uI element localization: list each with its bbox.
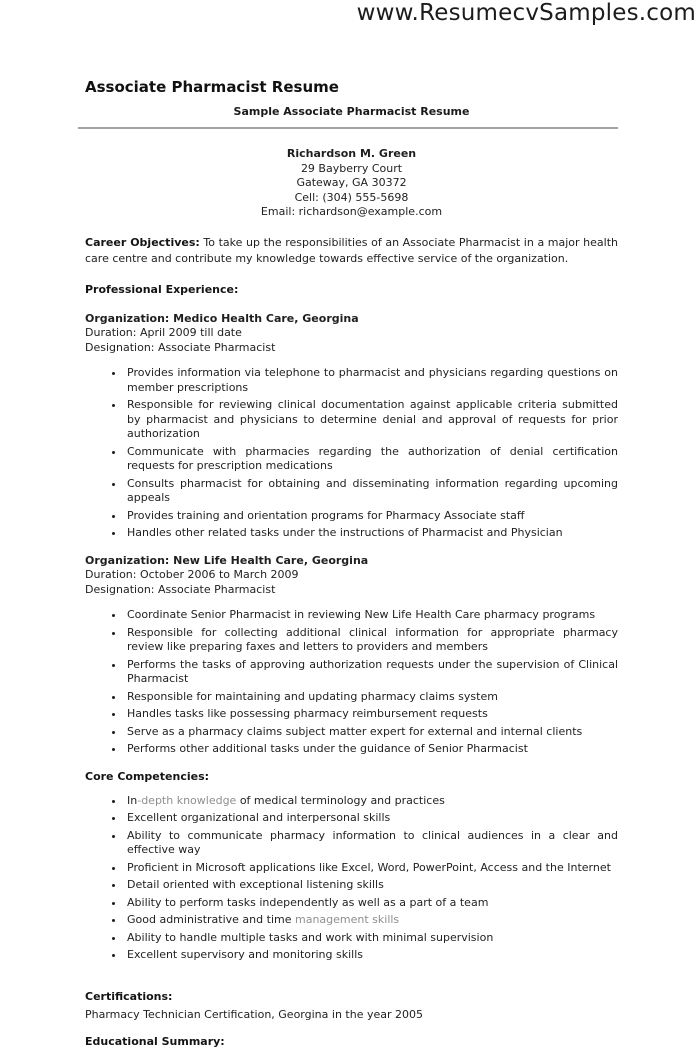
bullet-text: Good administrative and time (127, 913, 295, 926)
job-entry (85, 312, 618, 356)
job-bullet-list (85, 608, 618, 757)
contact-cell: Cell: (304) 555-5698 (294, 190, 409, 204)
job-duration: Duration: October 2006 to March 2009 (85, 568, 299, 581)
page-title: Associate Pharmacist Resume (85, 78, 339, 96)
bullet-item (125, 707, 618, 722)
site-header: www.ResumecvSamples.com (356, 0, 696, 26)
bullet-item (125, 398, 618, 442)
bullet-text: Ability to handle multiple tasks and work with minimal supervision (127, 930, 494, 944)
contact-address-line2: Gateway, GA 30372 (296, 176, 407, 189)
bullet-item (125, 811, 618, 826)
bullet-item (125, 366, 618, 395)
contact-block (85, 147, 618, 220)
divider-line (78, 127, 618, 129)
bullet-text: Responsible for collecting additional clinical information for appropriate pharmacy review like preparing faxes and letters to providers and members (127, 625, 618, 653)
contact-email: Email: richardson@example.com (260, 205, 443, 218)
section-heading-core-competencies: Core Competencies: (85, 769, 210, 783)
competency-bullet-list (85, 794, 618, 963)
bullet-item (125, 626, 618, 655)
job-duration: Duration: April 2009 till date (85, 326, 242, 339)
bullet-text: Provides information via telephone to pharmacist and physicians regarding questions on member prescriptions (127, 366, 618, 394)
bullet-text: In (127, 793, 138, 807)
bullet-item (125, 445, 618, 474)
bullet-text: Proficient in Microsoft applications like Excel, Word, PowerPoint, Access and the Internet (127, 860, 611, 874)
bullet-text: Communicate with pharmacies regarding the authorization of denial certification requests for prescription medications (127, 444, 618, 472)
bullet-item (125, 477, 618, 506)
bullet-item (125, 878, 618, 893)
bullet-text: Handles other related tasks under the instructions of Pharmacist and Physician (127, 526, 563, 539)
bullet-item (125, 913, 618, 928)
bullet-text: Responsible for reviewing clinical documentation against applicable criteria submitted by pharmacist and physicians to determine denial and approval of requests for prior authorization (127, 398, 618, 440)
bullet-text: Excellent supervisory and monitoring skills (127, 948, 364, 961)
bullet-item (125, 896, 618, 911)
bullet-text: Performs the tasks of approving authorization requests under the supervision of Clinical Pharmacist (127, 657, 618, 685)
career-objectives-label: Career Objectives: (85, 235, 200, 249)
career-objectives-text: To take up the responsibilities of an Associate Pharmacist in a major health care centre and contribute my knowledge towards effective service of the organization. (85, 235, 618, 265)
resume-subtitle: Sample Associate Pharmacist Resume (233, 105, 470, 118)
bullet-text: Detail oriented with exceptional listening skills (127, 878, 384, 891)
section-heading-professional-experience: Professional Experience: (85, 282, 239, 296)
contact-name: Richardson M. Green (286, 147, 417, 160)
section-heading-educational-summary: Educational Summary: (85, 1034, 225, 1048)
bullet-item (125, 509, 618, 524)
bullet-text: Handles tasks like possessing pharmacy reimbursement requests (127, 707, 488, 720)
job-bullet-list (85, 366, 618, 541)
bullet-text: Coordinate Senior Pharmacist in reviewing New Life Health Care pharmacy programs (127, 608, 596, 621)
certification-text: Pharmacy Technician Certification, Georgina in the year 2005 (85, 1007, 423, 1021)
bullet-item (125, 725, 618, 740)
bullet-item (125, 794, 618, 809)
bullet-item (125, 948, 618, 963)
bullet-item (125, 829, 618, 858)
bullet-item (125, 931, 618, 946)
bullet-text: Ability to perform tasks independently as well as a part of a team (127, 895, 489, 909)
bullet-text: Provides training and orientation programs for Pharmacy Associate staff (127, 508, 525, 522)
bullet-text: Responsible for maintaining and updating pharmacy claims system (127, 689, 498, 703)
bullet-item (125, 742, 618, 757)
job-designation: Designation: Associate Pharmacist (85, 340, 276, 354)
bullet-text: of medical terminology and practices (236, 793, 445, 807)
bullet-text-muted: management skills (294, 913, 400, 926)
job-organization: Organization: New Life Health Care, Georgina (85, 553, 369, 567)
bullet-text: Ability to communicate pharmacy information to clinical audiences in a clear and effective way (127, 828, 618, 856)
bullet-item (125, 690, 618, 705)
career-objectives (85, 235, 618, 268)
job-designation: Designation: Associate Pharmacist (85, 582, 276, 596)
section-heading-certifications: Certifications: (85, 989, 173, 1003)
contact-address-line1: 29 Bayberry Court (300, 161, 403, 175)
bullet-item (125, 526, 618, 541)
bullet-text: Excellent organizational and interpersonal skills (127, 811, 391, 824)
bullet-item (125, 608, 618, 623)
bullet-text: Serve as a pharmacy claims subject matter expert for external and internal clients (127, 724, 583, 738)
bullet-text: Performs other additional tasks under the guidance of Senior Pharmacist (127, 742, 528, 755)
bullet-item (125, 861, 618, 876)
job-entry (85, 554, 618, 598)
bullet-item (125, 658, 618, 687)
bullet-text: Consults pharmacist for obtaining and disseminating information regarding upcoming appeals (127, 476, 618, 504)
bullet-text-muted: -depth knowledge (137, 793, 237, 807)
job-organization: Organization: Medico Health Care, Georgina (85, 311, 359, 325)
resume-content (85, 78, 618, 1048)
